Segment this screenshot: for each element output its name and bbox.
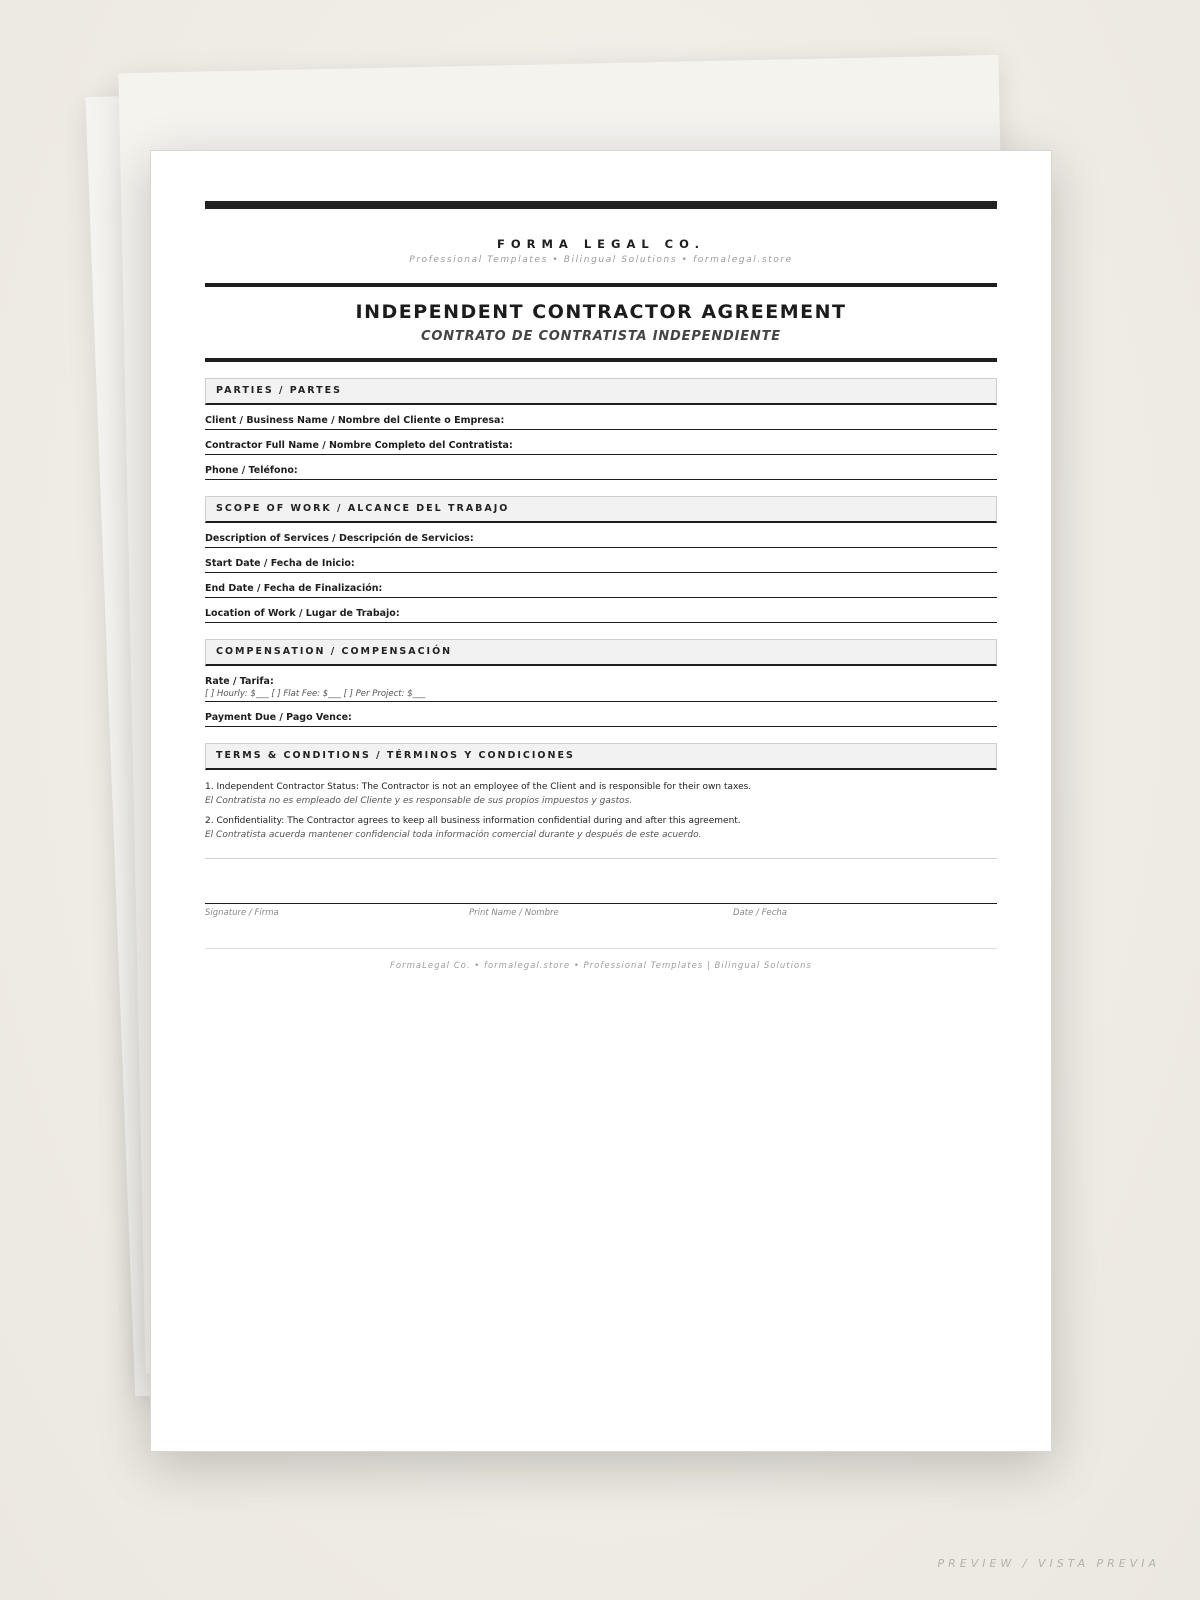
description-field[interactable]: Description of Services / Descripción de Servicios:: [205, 533, 997, 548]
start-date-field[interactable]: Start Date / Fecha de Inicio:: [205, 558, 997, 573]
term-text-en: 2. Confidentiality: The Contractor agrees to keep all business information confidential during and after this agreement.: [205, 816, 741, 826]
location-field[interactable]: Location of Work / Lugar de Trabajo:: [205, 608, 997, 623]
footer-text: FormaLegal Co. • formalegal.store • Professional Templates | Bilingual Solutions: [390, 961, 812, 971]
signature-labels: [205, 908, 997, 922]
contractor-name-field[interactable]: Contractor Full Name / Nombre Completo del Contratista:: [205, 440, 997, 455]
document-title: INDEPENDENT CONTRACTOR AGREEMENT: [355, 301, 847, 323]
rate-field[interactable]: [205, 676, 997, 702]
divider: [205, 358, 997, 362]
client-name-field[interactable]: Client / Business Name / Nombre del Cliente o Empresa:: [205, 415, 997, 430]
preview-watermark: PREVIEW / VISTA PREVIA: [937, 1557, 1160, 1570]
end-date-field[interactable]: End Date / Fecha de Finalización:: [205, 583, 997, 598]
signature-line[interactable]: [205, 903, 997, 904]
rate-options: [ ] Hourly: $___ [ ] Flat Fee: $___ [ ] Per Project: $___: [205, 689, 426, 699]
term-text-en: 1. Independent Contractor Status: The Contractor is not an employee of the Client and is responsible for their own taxes.: [205, 782, 752, 792]
document-content: [205, 201, 997, 971]
terms-list: [205, 782, 997, 840]
term-item: [205, 782, 997, 806]
signature-label: Signature / Firma: [205, 908, 279, 918]
divider: [205, 858, 997, 859]
top-bar: [205, 201, 997, 209]
rate-label: Rate / Tarifa:: [205, 676, 274, 687]
print-name-label: Print Name / Nombre: [469, 908, 559, 918]
date-label: Date / Fecha: [733, 908, 787, 918]
phone-field[interactable]: Phone / Teléfono:: [205, 465, 997, 480]
brand-tagline: Professional Templates • Bilingual Solutions • formalegal.store: [409, 255, 793, 265]
payment-due-field[interactable]: Payment Due / Pago Vence:: [205, 712, 997, 727]
brand-name: FORMA LEGAL CO.: [496, 237, 706, 251]
term-text-es: El Contratista acuerda mantener confidencial toda información comercial durante y después de este acuerdo.: [205, 830, 702, 840]
section-scope: SCOPE OF WORK / ALCANCE DEL TRABAJO: [205, 496, 997, 523]
divider: [205, 948, 997, 949]
section-parties: PARTIES / PARTES: [205, 378, 997, 405]
section-terms: TERMS & CONDITIONS / TÉRMINOS Y CONDICIONES: [205, 743, 997, 770]
document-subtitle: CONTRATO DE CONTRATISTA INDEPENDIENTE: [421, 329, 781, 344]
term-item: [205, 816, 997, 840]
document-page: [150, 150, 1052, 1452]
section-compensation: COMPENSATION / COMPENSACIÓN: [205, 639, 997, 666]
divider: [205, 283, 997, 287]
term-text-es: El Contratista no es empleado del Cliente y es responsable de sus propios impuestos y gastos.: [205, 796, 633, 806]
